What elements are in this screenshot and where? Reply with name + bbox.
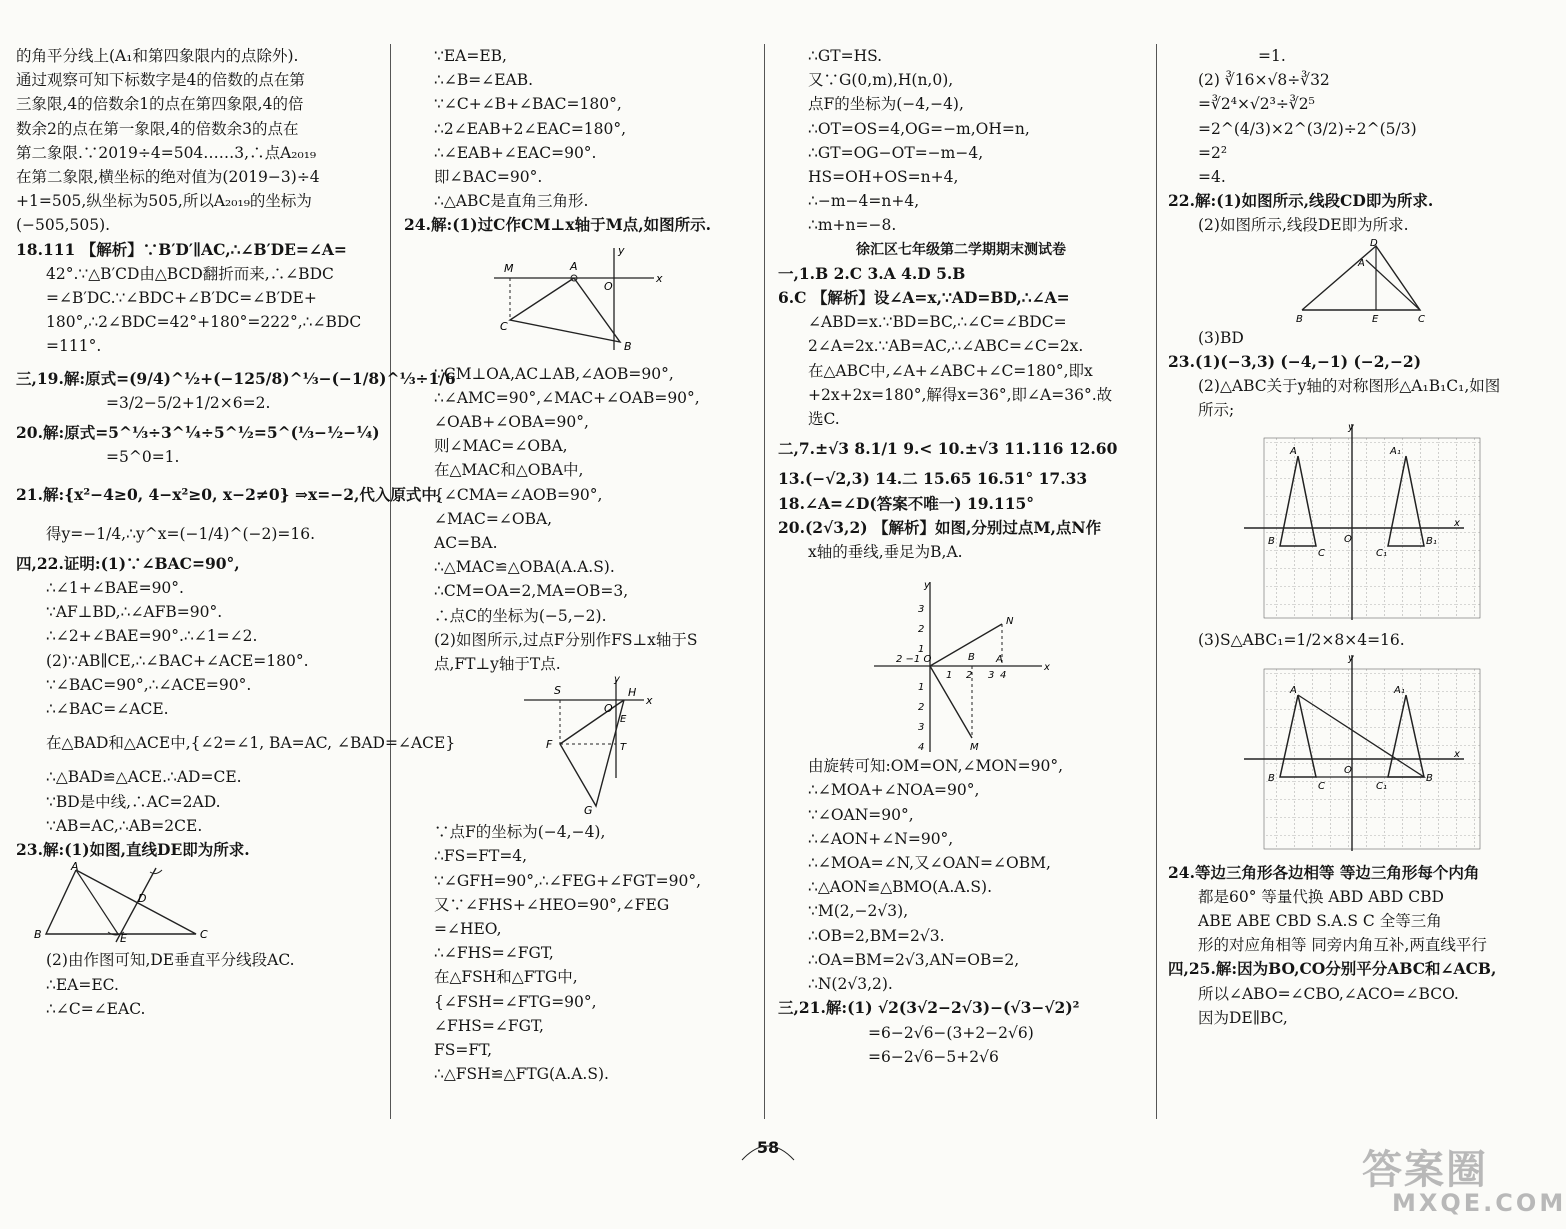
svg-text:B: B xyxy=(1296,313,1303,325)
coordinate-figure-cma xyxy=(424,240,764,360)
svg-text:A: A xyxy=(996,654,1003,666)
watermark-logo xyxy=(1362,1138,1566,1224)
text-line: ∴OB=2,BM=2√3. xyxy=(808,926,945,945)
svg-text:A: A xyxy=(570,259,578,273)
text-line: ∴OA=BM=2√3,AN=OB=2, xyxy=(808,950,1020,969)
text-line: (2)△ABC关于y轴的对称图形△A₁B₁C₁,如图 xyxy=(1198,377,1501,396)
text-line: ∴∠EAB+∠EAC=90°. xyxy=(434,143,597,162)
svg-text:A: A xyxy=(1358,257,1365,269)
text-line: ∴∠AON+∠N=90°, xyxy=(808,829,954,848)
text-line: HS=OH+OS=n+4, xyxy=(808,168,959,187)
text-line: 的角平分线上(A₁和第四象限内的点除外). xyxy=(16,47,299,65)
answer-column-4 xyxy=(1168,44,1528,1119)
text-line: =∠HEO, xyxy=(434,920,502,939)
text-line: 在△BAD和△ACE中,{∠2=∠1, BA=AC, ∠BAD=∠ACE} xyxy=(46,734,456,753)
watermark-top-text: 答案圈 xyxy=(1362,1147,1488,1193)
text-line: ∠FHS=∠FGT, xyxy=(434,1016,544,1035)
text-line: ∴CM=OA=2,MA=OB=3, xyxy=(434,582,629,601)
svg-text:y: y xyxy=(1348,652,1354,664)
text-line: 都是60° 等量代换 ABD ABD CBD xyxy=(1198,887,1444,906)
text-line: 又∵G(0,m),H(n,0), xyxy=(808,71,954,90)
answer-24: 24.等边三角形各边相等 等边三角形每个内角 xyxy=(1168,862,1480,882)
answer-22: 四,22.证明:(1)∵∠BAC=90°, xyxy=(16,553,240,573)
text-line: ∵BD是中线,∴AC=2AD. xyxy=(46,792,221,811)
text-line: 由旋转可知:OM=ON,∠MON=90°, xyxy=(808,757,1064,776)
svg-text:B₁: B₁ xyxy=(1426,536,1437,548)
svg-text:B: B xyxy=(34,928,42,942)
svg-text:x: x xyxy=(1454,518,1460,530)
answer-22: 22.解:(1)如图所示,线段CD即为所求. xyxy=(1168,191,1434,211)
svg-text:C: C xyxy=(1418,313,1425,325)
svg-text:C₁: C₁ xyxy=(1376,780,1387,792)
answer-column-3 xyxy=(778,44,1144,1119)
text-line: 点,FT⊥y轴于T点. xyxy=(434,655,561,674)
text-line: 数余2的点在第一象限,4的倍数余3的点在 xyxy=(16,119,299,138)
text-line: ∴m+n=−8. xyxy=(808,216,897,235)
text-line: FS=FT, xyxy=(434,1041,493,1060)
answer-18: 18.111 【解析】∵B′D′∥AC,∴∠B′DE=∠A= xyxy=(16,239,347,259)
svg-text:2: 2 xyxy=(918,624,925,636)
svg-text:E: E xyxy=(120,932,127,946)
svg-text:3: 3 xyxy=(918,604,925,616)
text-line: ∵∠BAC=90°,∴∠ACE=90°. xyxy=(46,675,252,694)
text-line: ∵M(2,−2√3), xyxy=(808,902,909,921)
text-line: =3/2−5/2+1/2×6=2. xyxy=(106,393,271,412)
text-line: =2² xyxy=(1198,143,1228,162)
text-line: (2)∵AB∥CE,∴∠BAC+∠ACE=180°. xyxy=(46,651,309,670)
svg-text:3: 3 xyxy=(918,722,925,734)
text-line: 第二象限.∵2019÷4=504……3,∴点A₂₀₁₉ xyxy=(16,143,317,162)
text-line: 则∠MAC=∠OBA, xyxy=(434,437,568,456)
text-line: ∴2∠EAB+2∠EAC=180°, xyxy=(434,119,627,138)
text-line: ∴△FSH≌△FTG(A.A.S). xyxy=(434,1065,609,1084)
text-line: 又∵∠FHS+∠HEO=90°,∠FEG xyxy=(434,895,670,914)
answer-20: 20.解:原式=5^⅓÷3^¼÷5^½=5^(⅓−½−¼) xyxy=(16,423,380,443)
text-line: ∵∠C+∠B+∠BAC=180°, xyxy=(434,95,622,114)
text-line: (2)由作图可知,DE垂直平分线段AC. xyxy=(46,951,295,970)
text-line: AC=BA. xyxy=(434,534,498,553)
text-line: 在△FSH和△FTG中, xyxy=(434,968,578,987)
text-line: 所以∠ABO=∠CBO,∠ACO=∠BCO. xyxy=(1198,984,1459,1003)
svg-text:H: H xyxy=(628,686,637,700)
svg-text:x: x xyxy=(1454,748,1460,760)
svg-text:S: S xyxy=(554,684,561,698)
answer-column-1 xyxy=(16,44,456,1119)
text-line: (2)如图所示,线段DE即为所求. xyxy=(1198,216,1409,235)
text-line: ∴N(2√3,2). xyxy=(808,975,893,994)
answer-25: 四,25.解:因为BO,CO分别平分ABC和∠ACB, xyxy=(1168,959,1497,979)
svg-text:2: 2 xyxy=(966,670,973,682)
text-line: x轴的垂线,垂足为B,A. xyxy=(808,543,963,562)
text-line: (2)如图所示,过点F分别作FS⊥x轴于S xyxy=(434,630,698,649)
svg-text:1: 1 xyxy=(918,644,925,656)
svg-text:B: B xyxy=(1426,772,1433,784)
column-divider xyxy=(390,44,391,1119)
svg-text:M: M xyxy=(970,742,979,754)
svg-text:x: x xyxy=(656,271,663,285)
text-line: (3)S△ABC₁=1/2×8×4=16. xyxy=(1198,631,1405,650)
svg-text:C: C xyxy=(1318,780,1325,792)
answer-21: 21.解:{x²−4≥0, 4−x²≥0, x−2≠0} ⇒x=−2,代入原式中, xyxy=(16,485,443,505)
svg-text:G: G xyxy=(584,804,593,818)
text-line: 在△ABC中,∠A+∠ABC+∠C=180°,即x xyxy=(808,361,1093,380)
text-line: ∵点F的坐标为(−4,−4), xyxy=(434,823,606,842)
text-line: ∴GT=OG−OT=−m−4, xyxy=(808,143,984,162)
text-line: ∴△MAC≌△OBA(A.A.S). xyxy=(434,558,615,577)
text-line: ∴△ABC是直角三角形. xyxy=(434,192,589,211)
text-line: =111°. xyxy=(46,337,102,356)
answer-1-5: 一,1.B 2.C 3.A 4.D 5.B xyxy=(778,263,966,283)
svg-text:y: y xyxy=(614,674,620,686)
svg-text:A: A xyxy=(1290,446,1297,458)
text-line: ∴−m−4=n+4, xyxy=(808,192,920,211)
answer-18-19: 18.∠A=∠D(答案不唯一) 19.115° xyxy=(778,493,1035,513)
text-line: 2∠A=2x.∵AB=AC,∴∠ABC=∠C=2x. xyxy=(808,337,1084,356)
text-line: ∴∠MOA=∠N,又∠OAN=∠OBM, xyxy=(808,854,1051,873)
svg-text:E: E xyxy=(620,714,627,726)
text-line: ∴FS=FT=4, xyxy=(434,847,528,866)
text-line: ∵∠GFH=90°,∴∠FEG+∠FGT=90°, xyxy=(434,871,702,890)
svg-text:3: 3 xyxy=(988,670,995,682)
watermark-url-text: MXQE.COM xyxy=(1392,1189,1566,1217)
text-line: 三象限,4的倍数余1的点在第四象限,4的倍 xyxy=(16,95,304,114)
text-line: 形的对应角相等 同旁内角互补,两直线平行 xyxy=(1198,936,1487,955)
text-line: ∴OT=OS=4,OG=−m,OH=n, xyxy=(808,119,1030,138)
svg-text:C: C xyxy=(200,928,208,942)
svg-text:O: O xyxy=(604,279,613,293)
section-heading: 徐汇区七年级第二学期期末测试卷 xyxy=(856,241,1066,258)
text-line: 在△MAC和△OBA中, xyxy=(434,461,584,480)
text-line: ∵∠OAN=90°, xyxy=(808,805,914,824)
text-line: 即∠BAC=90°. xyxy=(434,168,543,187)
text-line: 因为DE∥BC, xyxy=(1198,1008,1288,1027)
svg-text:1: 1 xyxy=(918,682,925,694)
text-line: ∵AB=AC,∴AB=2CE. xyxy=(46,816,203,835)
text-line: ∠MAC=∠OBA, xyxy=(434,509,553,528)
column-divider xyxy=(764,44,765,1119)
text-line: +1=505,纵坐标为505,所以A₂₀₁₉的坐标为 xyxy=(16,192,312,211)
answer-23: 23.解:(1)如图,直线DE即为所求. xyxy=(16,840,250,860)
svg-text:x: x xyxy=(646,694,653,708)
svg-text:1: 1 xyxy=(946,670,953,682)
svg-text:E: E xyxy=(1372,313,1379,325)
text-line: {∠FSH=∠FTG=90°, xyxy=(434,992,597,1011)
text-line: =1. xyxy=(1258,47,1286,65)
text-line: =5^0=1. xyxy=(106,448,180,467)
svg-text:y: y xyxy=(1348,422,1354,434)
answer-20: 20.(2√3,2) 【解析】如图,分别过点M,点N作 xyxy=(778,517,1102,537)
text-line: ∵CM⊥OA,AC⊥AB,∠AOB=90°, xyxy=(434,364,674,383)
svg-text:O: O xyxy=(1344,764,1352,776)
answer-23: 23.(1)(−3,3) (−4,−1) (−2,−2) xyxy=(1168,351,1422,371)
svg-text:C: C xyxy=(1318,548,1325,560)
text-line: 得y=−1/4,∴y^x=(−1/4)^(−2)=16. xyxy=(46,524,316,543)
text-line: (−505,505). xyxy=(16,216,111,235)
svg-text:O: O xyxy=(1344,534,1352,546)
triangle-segments-figure xyxy=(1168,237,1528,325)
text-line: ∴∠C=∠EAC. xyxy=(46,999,146,1018)
text-line: 180°,∴2∠BDC=42°+180°=222°,∴∠BDC xyxy=(46,313,362,332)
text-line: ∴∠MOA+∠NOA=90°, xyxy=(808,781,980,800)
answer-13-17: 13.(−√2,3) 14.二 15.65 16.51° 17.33 xyxy=(778,469,1088,489)
svg-text:D: D xyxy=(1370,237,1378,249)
text-line: ∴点C的坐标为(−5,−2). xyxy=(434,606,607,625)
answer-column-2 xyxy=(404,44,756,1119)
text-line: ∴∠B=∠EAB. xyxy=(434,71,534,90)
svg-text:A: A xyxy=(71,860,79,874)
text-line: 所示; xyxy=(1198,401,1235,420)
text-line: ∴△BAD≌△ACE.∴AD=CE. xyxy=(46,768,242,787)
text-line: ∠OAB+∠OBA=90°, xyxy=(434,413,589,432)
column-divider xyxy=(1156,44,1157,1119)
text-line: =4. xyxy=(1198,168,1226,187)
text-line: ∴∠FHS=∠FGT, xyxy=(434,944,554,963)
text-line: =∛2⁴×√2³÷∛2⁵ xyxy=(1198,95,1315,114)
text-line: 选C. xyxy=(808,410,840,429)
text-line: (2) ∛16×√8÷∛32 xyxy=(1198,71,1330,90)
answer-6: 6.C 【解析】设∠A=x,∵AD=BD,∴∠A= xyxy=(778,288,1070,308)
text-line: ∴∠BAC=∠ACE. xyxy=(46,700,169,719)
svg-text:T: T xyxy=(620,742,627,754)
symmetric-triangles-grid-figure-1 xyxy=(1168,424,1528,624)
svg-text:N: N xyxy=(1006,616,1014,628)
svg-text:C₁: C₁ xyxy=(1376,548,1387,560)
svg-text:D: D xyxy=(138,892,147,906)
text-line: ∴△AON≌△BMO(A.A.S). xyxy=(808,878,993,897)
text-line: =∠B′DC.∵∠BDC+∠B′DC=∠B′DE+ xyxy=(46,289,317,308)
text-line: +2x+2x=180°,解得x=36°,即∠A=36°.故 xyxy=(808,385,1113,404)
svg-text:F: F xyxy=(546,738,553,752)
svg-text:A₁: A₁ xyxy=(1390,446,1401,458)
svg-text:O: O xyxy=(604,702,613,716)
svg-text:y: y xyxy=(618,243,625,257)
text-line: ∠ABD=x.∵BD=BC,∴∠C=∠BDC= xyxy=(808,313,1067,332)
text-line: ∴∠2+∠BAE=90°.∴∠1=∠2. xyxy=(46,627,258,646)
text-line: ∵AF⊥BD,∴∠AFB=90°. xyxy=(46,603,223,622)
text-line: =6−2√6−5+2√6 xyxy=(868,1047,999,1066)
text-line: 通过观察可知下标数字是4的倍数的点在第 xyxy=(16,71,305,90)
svg-text:B: B xyxy=(1268,772,1275,784)
svg-text:M: M xyxy=(504,261,514,275)
text-line: 42°.∵△B′CD由△BCD翻折而来,∴∠BDC xyxy=(46,264,334,283)
text-line: ∵EA=EB, xyxy=(434,47,507,65)
answer-21: 三,21.解:(1) √2(3√2−2√3)−(√3−√2)² xyxy=(778,998,1080,1018)
page-number-text: 58 xyxy=(756,1138,780,1157)
answer-7-12: 二,7.±√3 8.1/1 9.< 10.±√3 11.116 12.60 xyxy=(778,439,1118,459)
text-line: ABE ABE CBD S.A.S C 全等三角 xyxy=(1198,912,1442,931)
star-ornament-icon xyxy=(738,1130,798,1166)
text-line: 点F的坐标为(−4,−4), xyxy=(808,95,964,114)
svg-text:B: B xyxy=(968,652,975,664)
answer-19: 三,19.解:原式=(9/4)^½+(−125/8)^⅓−(−1/8)^⅓÷1/6 xyxy=(16,368,456,388)
text-line: (3)BD xyxy=(1198,328,1244,347)
text-line: ∴EA=EC. xyxy=(46,975,119,994)
svg-text:A: A xyxy=(1290,684,1297,696)
svg-text:C: C xyxy=(500,319,508,333)
svg-text:4: 4 xyxy=(1000,670,1007,682)
text-line: 在第二象限,横坐标的绝对值为(2019−3)÷4 xyxy=(16,168,320,187)
answer-24: 24.解:(1)过C作CM⊥x轴于M点,如图所示. xyxy=(404,215,712,235)
svg-text:A₁: A₁ xyxy=(1394,684,1405,696)
svg-text:2 −1 O: 2 −1 O xyxy=(896,654,932,666)
svg-text:2: 2 xyxy=(918,702,925,714)
svg-text:4: 4 xyxy=(918,742,925,754)
symmetric-triangles-grid-figure-2 xyxy=(1168,652,1528,855)
text-line: =2^(4/3)×2^(3/2)÷2^(5/3) xyxy=(1198,119,1417,138)
text-line: ∴∠AMC=90°,∠MAC+∠OAB=90°, xyxy=(434,388,700,407)
triangle-perpendicular-bisector-figure xyxy=(16,860,216,946)
svg-text:x: x xyxy=(1044,662,1050,674)
page-number xyxy=(738,1138,798,1157)
svg-text:B: B xyxy=(1268,536,1275,548)
text-line: {∠CMA=∠AOB=90°, xyxy=(434,485,603,504)
rotation-coordinate-figure xyxy=(778,566,1138,752)
text-line: =6−2√6−(3+2−2√6) xyxy=(868,1023,1034,1042)
text-line: ∴GT=HS. xyxy=(808,47,883,65)
svg-text:B: B xyxy=(624,339,632,353)
text-line: ∴∠1+∠BAE=90°. xyxy=(46,579,184,598)
svg-text:y: y xyxy=(924,580,930,592)
coordinate-figure-fsh xyxy=(464,674,804,818)
